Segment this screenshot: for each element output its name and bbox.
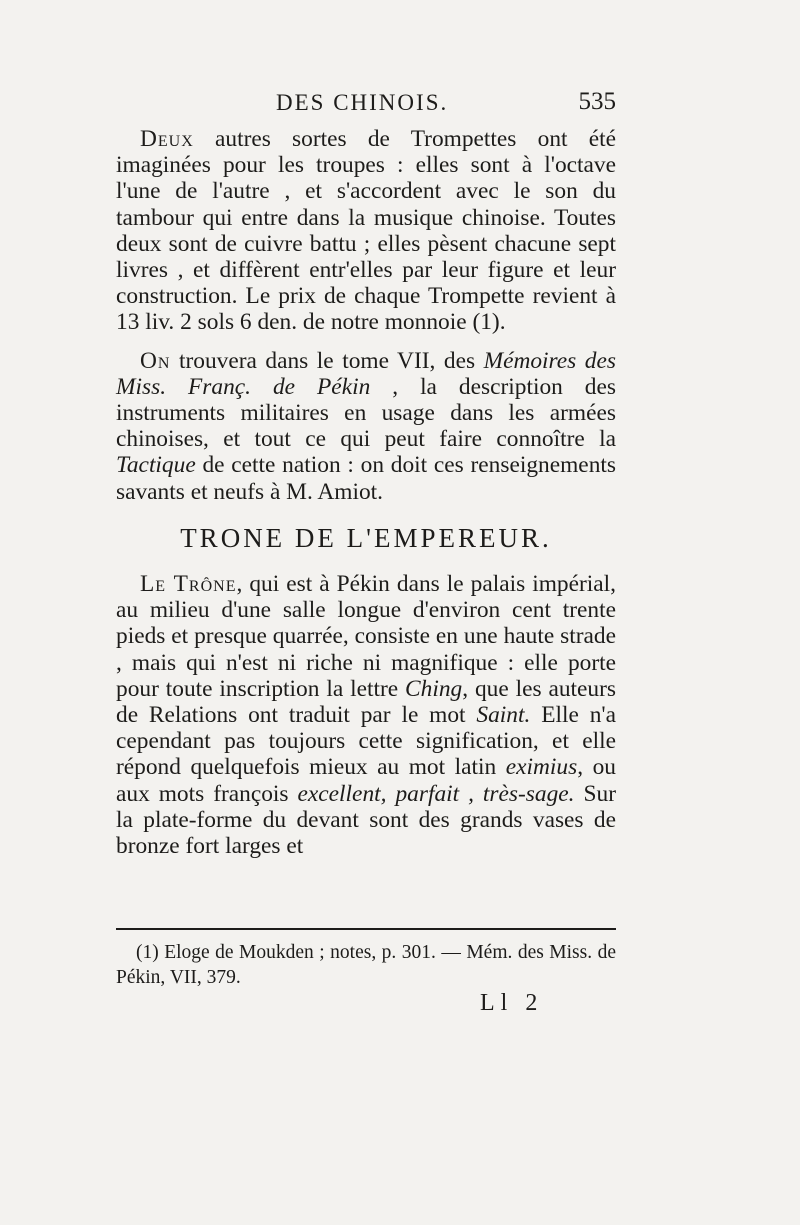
page-header (116, 88, 616, 122)
italic-text: Mémoires des Miss. Franç. de Pékin (116, 347, 616, 400)
paragraph-text: autres sortes de Trompettes ont été imaginées pour les troupes : elles sont à l'octave l'une de l'autre , et s'accordent avec le son du tambour qui entre dans la musique chinoise. Toutes deux sont de cuivre battu ; elles pèsent chacune sept livres , et diffèrent entr'elles par leur figure et leur construction. Le prix de chaque Trompette revient à 13 liv. 2 sols 6 den. de notre monnoie (1). (116, 126, 616, 336)
paragraph-text: de cette nation : on doit ces renseignements savants et neufs à M. Amiot. (116, 452, 616, 505)
section-title: TRONE DE L'EMPEREUR. (180, 522, 552, 553)
printer-signature: Ll 2 (480, 990, 544, 1016)
italic-text: Saint. (476, 702, 531, 729)
page-number: 535 (578, 88, 616, 115)
paragraph-text: trouvera dans le tome VII, des (178, 347, 476, 374)
paragraph-lead-word: On (140, 347, 171, 374)
paragraph-text: , ou aux mots françois (116, 754, 616, 807)
paragraph-text: Sur la plate-forme du devant sont des grands vases de bronze fort larges et (116, 780, 617, 860)
running-title: DES CHINOIS. (276, 90, 449, 115)
italic-text: eximius (505, 754, 578, 781)
paragraph-lead-word: Le Trône (140, 571, 237, 598)
paragraph-lead-word: Deux (140, 126, 194, 152)
paragraph-text: Elle n'a cependant pas toujours cette signification, et elle répond quelquefois mieux au mot latin (116, 702, 616, 781)
paragraph-throne (116, 571, 616, 859)
paragraph-trumpets (116, 126, 616, 336)
paragraph-text: , qui est à Pékin dans le palais impérial, au milieu d'une salle longue d'environ cent trente pieds et presque quarrée, consiste en une haute strade , mais qui n'est ni riche ni magnifique : elle porte pour toute inscription la lettre (116, 571, 616, 702)
body-text (116, 126, 616, 859)
paragraph-memoires (116, 348, 616, 505)
italic-text: excellent, parfait , très-sage. (297, 780, 575, 807)
footnote: (1) Eloge de Moukden ; notes, p. 301. — Mém. des Miss. de Pékin, VII, 379. (116, 942, 616, 988)
italic-text: Tactique (116, 452, 196, 479)
footnote-divider (116, 928, 616, 930)
paragraph-text: , la description des instruments militaires en usage dans les armées chinoises, et tout ce qui peut faire connoître la (116, 373, 616, 453)
italic-text: Ching (405, 675, 463, 702)
paragraph-text: , que les auteurs de Relations ont traduit par le mot (116, 675, 616, 729)
